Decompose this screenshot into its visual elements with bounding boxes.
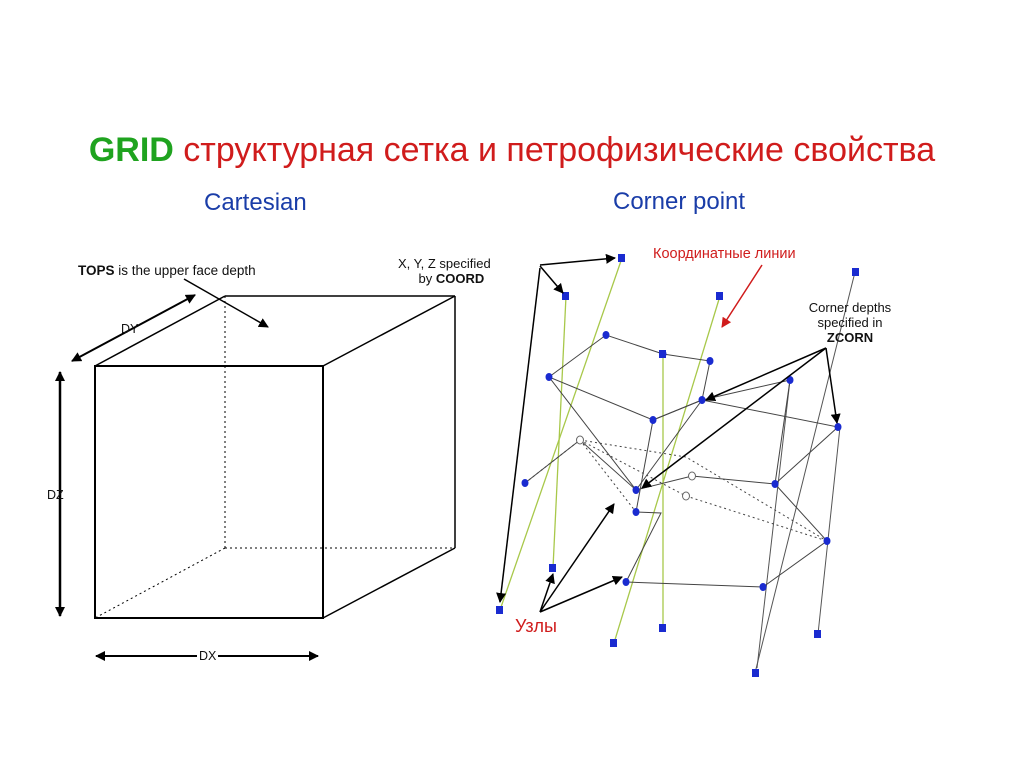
zcorn-label-line2: specified in: [817, 315, 883, 330]
coordinate-lines-arrow: [722, 265, 762, 327]
coord-label: [398, 256, 491, 286]
title-keyword: GRID: [88, 131, 174, 169]
tops-text: is the upper face depth: [118, 263, 256, 278]
annotation-arrows: [500, 258, 837, 612]
coord-label-line1: X, Y, Z specified: [398, 256, 491, 271]
nodes-label: Узлы: [515, 616, 557, 636]
coordinate-lines-label: Координатные линии: [653, 246, 796, 262]
cell-edges: [525, 335, 838, 587]
dz-label: DZ: [47, 488, 64, 502]
zcorn-label-line1: Corner depths: [808, 300, 892, 315]
tops-keyword: TOPS: [78, 263, 115, 278]
coordinate-lines: [500, 258, 720, 643]
title-rest: структурная сетка и петрофизические свойства: [183, 131, 936, 169]
tops-arrow: [184, 279, 268, 327]
cartesian-heading: Cartesian: [204, 189, 307, 216]
tops-label: [78, 263, 256, 278]
cartesian-cube: [95, 296, 455, 618]
zcorn-label: [790, 300, 910, 345]
dy-label: DY: [121, 322, 139, 336]
corner-point-heading: Corner point: [613, 188, 746, 215]
grid-nodes: [522, 331, 842, 591]
coord-label-line2: [398, 271, 491, 286]
coord-label-by: by: [418, 271, 433, 286]
zcorn-keyword: ZCORN: [826, 330, 874, 345]
coord-keyword: COORD: [435, 271, 485, 286]
dx-label: DX: [199, 649, 217, 663]
